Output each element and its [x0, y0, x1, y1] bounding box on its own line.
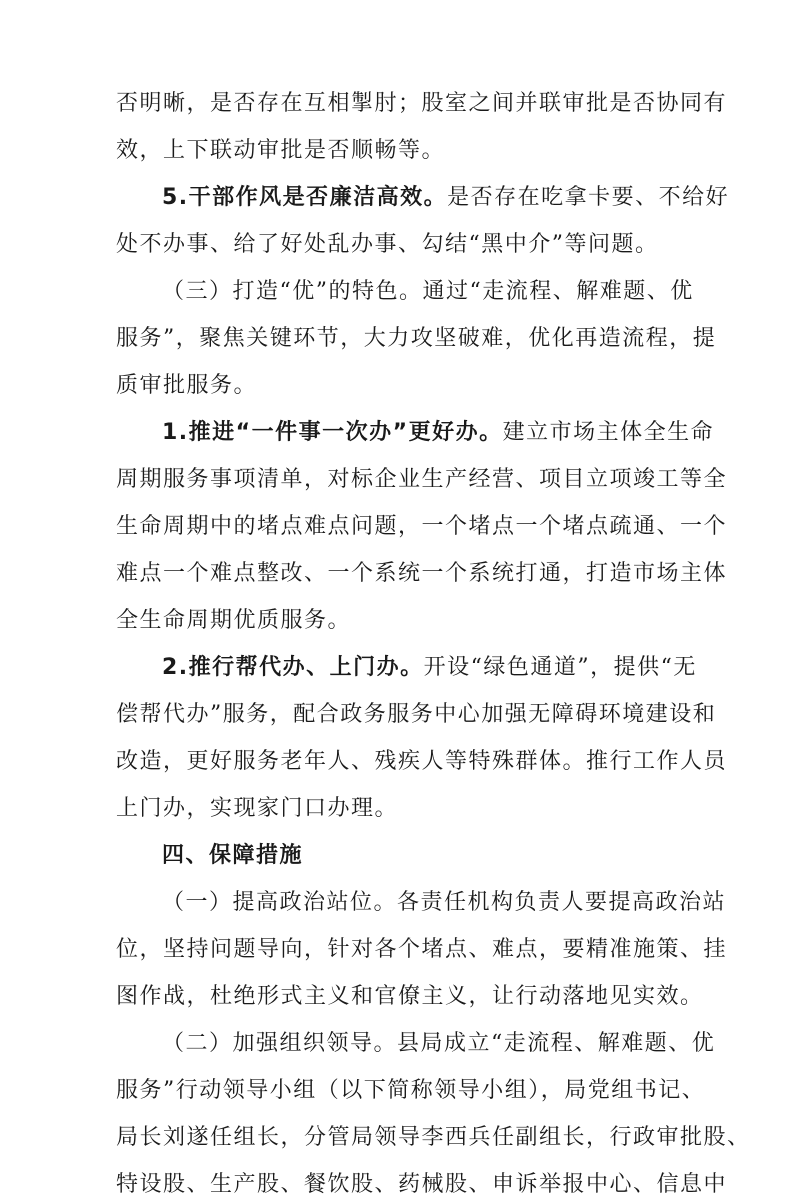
line-text: 生命周期中的堵点难点问题，一个堵点一个堵点疏通、一个	[116, 514, 728, 539]
text-line	[116, 88, 728, 119]
text-line	[116, 934, 728, 965]
text-line	[116, 793, 693, 824]
line-text: 是否存在吃拿卡要、不给好	[447, 185, 730, 210]
text-line	[116, 652, 697, 683]
text-line	[116, 464, 728, 495]
line-text: 特设股、生产股、餐饮股、药械股、申诉举报中心、信息中	[116, 1172, 728, 1197]
text-line	[116, 229, 693, 260]
section-heading	[116, 840, 693, 871]
line-text: 上门办，实现家门口办理。	[116, 796, 399, 821]
text-line	[116, 746, 728, 777]
text-line	[116, 182, 730, 213]
text-line	[116, 511, 728, 542]
text-line	[116, 1122, 751, 1153]
line-text: （三）打造“优”的特色。通过“走流程、解难题、优	[162, 279, 694, 304]
text-line	[116, 1075, 706, 1106]
line-text: （一）提高政治站位。各责任机构负责人要提高政治站	[162, 890, 727, 915]
line-text: 周期服务事项清单，对标企业生产经营、项目立项竣工等全	[116, 467, 728, 492]
section-title: 四、保障措施	[162, 843, 304, 868]
line-text: 图作战，杜绝形式主义和官僚主义，让行动落地见实效。	[116, 984, 704, 1009]
line-text: 处不办事、给了好处乱办事、勾结“黑中介”等问题。	[116, 232, 659, 257]
text-line	[116, 981, 704, 1012]
text-line	[116, 135, 693, 166]
line-text: 服务”，聚焦关键环节，大力攻坚破难，优化再造流程，提	[116, 326, 717, 351]
text-line	[116, 417, 715, 448]
line-text: （二）加强组织领导。县局成立“走流程、解难题、优	[162, 1031, 716, 1056]
line-text: 位，坚持问题导向，针对各个堵点、难点，要精准施策、挂	[116, 937, 728, 962]
line-text: 改造，更好服务老年人、残疾人等特殊群体。推行工作人员	[116, 749, 728, 774]
text-line	[116, 558, 728, 589]
text-line	[116, 1169, 728, 1200]
item-heading: 2.推行帮代办、上门办。	[162, 655, 424, 680]
line-text: 难点一个难点整改、一个系统一个系统打通，打造市场主体	[116, 561, 728, 586]
line-text: 建立市场主体全生命	[502, 420, 715, 445]
line-text: 否明晰，是否存在互相掣肘；股室之间并联审批是否协同有	[116, 91, 728, 116]
text-line	[116, 887, 727, 918]
text-line	[116, 1028, 716, 1059]
text-line	[116, 276, 693, 307]
item-heading: 1.推进“一件事一次办”更好办。	[162, 420, 503, 445]
line-text: 全生命周期优质服务。	[116, 608, 352, 633]
text-line	[116, 699, 717, 730]
text-line	[116, 370, 693, 401]
line-text: 效，上下联动审批是否顺畅等。	[116, 138, 446, 163]
line-text: 服务”行动领导小组（以下简称领导小组），局党组书记、	[116, 1078, 706, 1103]
line-text: 局长刘遂任组长，分管局领导李西兵任副组长，行政审批股、	[116, 1125, 751, 1150]
line-text: 开设“绿色通道”，提供“无	[423, 655, 697, 680]
line-text: 质审批服务。	[116, 373, 258, 398]
line-text: 偿帮代办”服务，配合政务服务中心加强无障碍环境建设和	[116, 702, 717, 727]
text-line	[116, 323, 717, 354]
item-heading: 5.干部作风是否廉洁高效。	[162, 185, 448, 210]
text-line	[116, 605, 693, 636]
